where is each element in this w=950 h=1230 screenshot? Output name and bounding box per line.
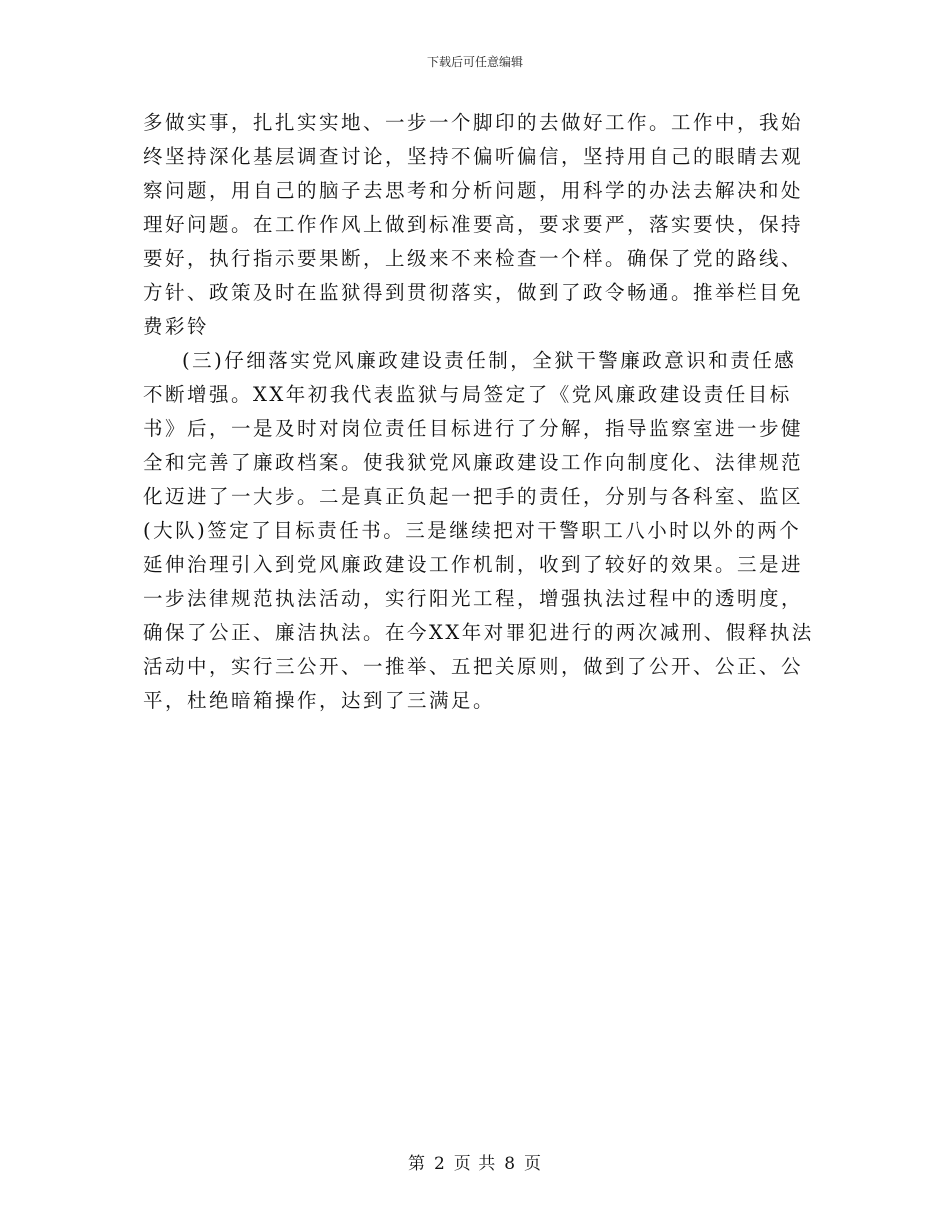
- page-label-mid: 页 共: [453, 1154, 497, 1174]
- text-line: 理好问题。在工作作风上做到标准要高，要求要严，落实要快，保持: [143, 213, 804, 236]
- text-line: 要好，执行指示要果断，上级来不来检查一个样。确保了党的路线、: [143, 247, 804, 270]
- text-line: 多做实事，扎扎实实地、一步一个脚印的去做好工作。工作中，我始: [143, 111, 804, 134]
- text-line: 平，杜绝暗箱操作，达到了三满足。: [143, 689, 496, 712]
- text-line: 延伸治理引入到党风廉政建设工作机制，收到了较好的效果。三是进: [143, 553, 804, 576]
- current-page-number: 2: [433, 1154, 446, 1174]
- text-line: 终坚持深化基层调查讨论，坚持不偏听偏信，坚持用自己的眼睛去观: [143, 145, 804, 168]
- text-line: 费彩铃: [143, 315, 210, 338]
- page-label-prefix: 第: [407, 1154, 426, 1174]
- text-line: 化迈进了一大步。二是真正负起一把手的责任，分别与各科室、监区: [143, 485, 804, 508]
- text-line: 察问题，用自己的脑子去思考和分析问题，用科学的办法去解决和处: [143, 179, 804, 202]
- text-line: 方针、政策及时在监狱得到贯彻落实，做到了政令畅通。推举栏目免: [143, 281, 804, 304]
- paragraph-2: [143, 344, 814, 718]
- text-line: 一步法律规范执法活动，实行阳光工程，增强执法过程中的透明度，: [143, 587, 804, 610]
- page-label-suffix: 页: [524, 1154, 543, 1174]
- paragraph-1: [143, 106, 805, 344]
- total-pages-number: 8: [504, 1154, 517, 1174]
- text-line: 书》后，一是及时对岗位责任目标进行了分解，指导监察室进一步健: [143, 417, 804, 440]
- text-line: (大队)签定了目标责任书。三是继续把对干警职工八小时以外的两个: [143, 519, 802, 542]
- page-footer: [0, 1153, 950, 1175]
- page-header: 下载后可任意编辑: [426, 55, 523, 69]
- text-line: (三)仔细落实党风廉政建设责任制，全狱干警廉政意识和责任感: [182, 349, 797, 372]
- document-body: [143, 106, 814, 718]
- text-line: 不断增强。XX年初我代表监狱与局签定了《党风廉政建设责任目标: [143, 383, 792, 406]
- text-line: 全和完善了廉政档案。使我狱党风廉政建设工作向制度化、法律规范: [143, 451, 804, 474]
- text-line: 活动中，实行三公开、一推举、五把关原则，做到了公开、公正、公: [143, 655, 804, 678]
- text-line: 确保了公正、廉洁执法。在今XX年对罪犯进行的两次减刑、假释执法: [143, 621, 814, 644]
